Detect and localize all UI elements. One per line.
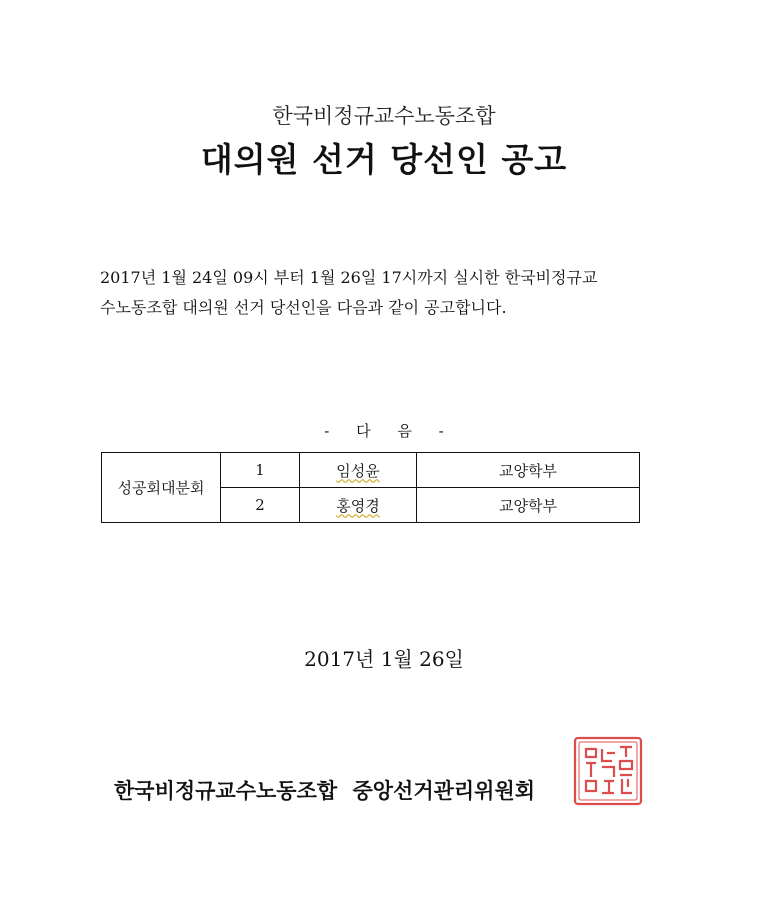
announcement-paragraph: 2017년 1월 24일 09시 부터 1월 26일 17시까지 실시한 한국비정규교 수노동조합 대의원 선거 당선인을 다음과 같이 공고합니다. bbox=[100, 268, 598, 317]
organization-title: 한국비정규교수노동조합 bbox=[272, 104, 496, 128]
member-name: 임성윤 bbox=[336, 461, 380, 480]
number-cell: 1 bbox=[221, 453, 300, 488]
announcement-date: 2017년 1월 26일 bbox=[304, 647, 464, 671]
table-row bbox=[102, 453, 640, 488]
member-name: 홍영경 bbox=[336, 496, 380, 515]
section-label: - 다 음 - bbox=[324, 422, 444, 440]
page-title: 대의원 선거 당선인 공고 bbox=[200, 140, 568, 179]
elected-members-table bbox=[101, 452, 640, 523]
group-cell: 성공회대분회 bbox=[102, 453, 221, 523]
official-seal-stamp bbox=[572, 735, 644, 807]
name-cell bbox=[300, 453, 417, 488]
number-cell: 2 bbox=[221, 488, 300, 523]
department-cell: 교양학부 bbox=[417, 488, 640, 523]
issuer-signature: 한국비정규교수노동조합 중앙선거관리위원회 bbox=[114, 779, 536, 803]
department-cell: 교양학부 bbox=[417, 453, 640, 488]
name-cell bbox=[300, 488, 417, 523]
